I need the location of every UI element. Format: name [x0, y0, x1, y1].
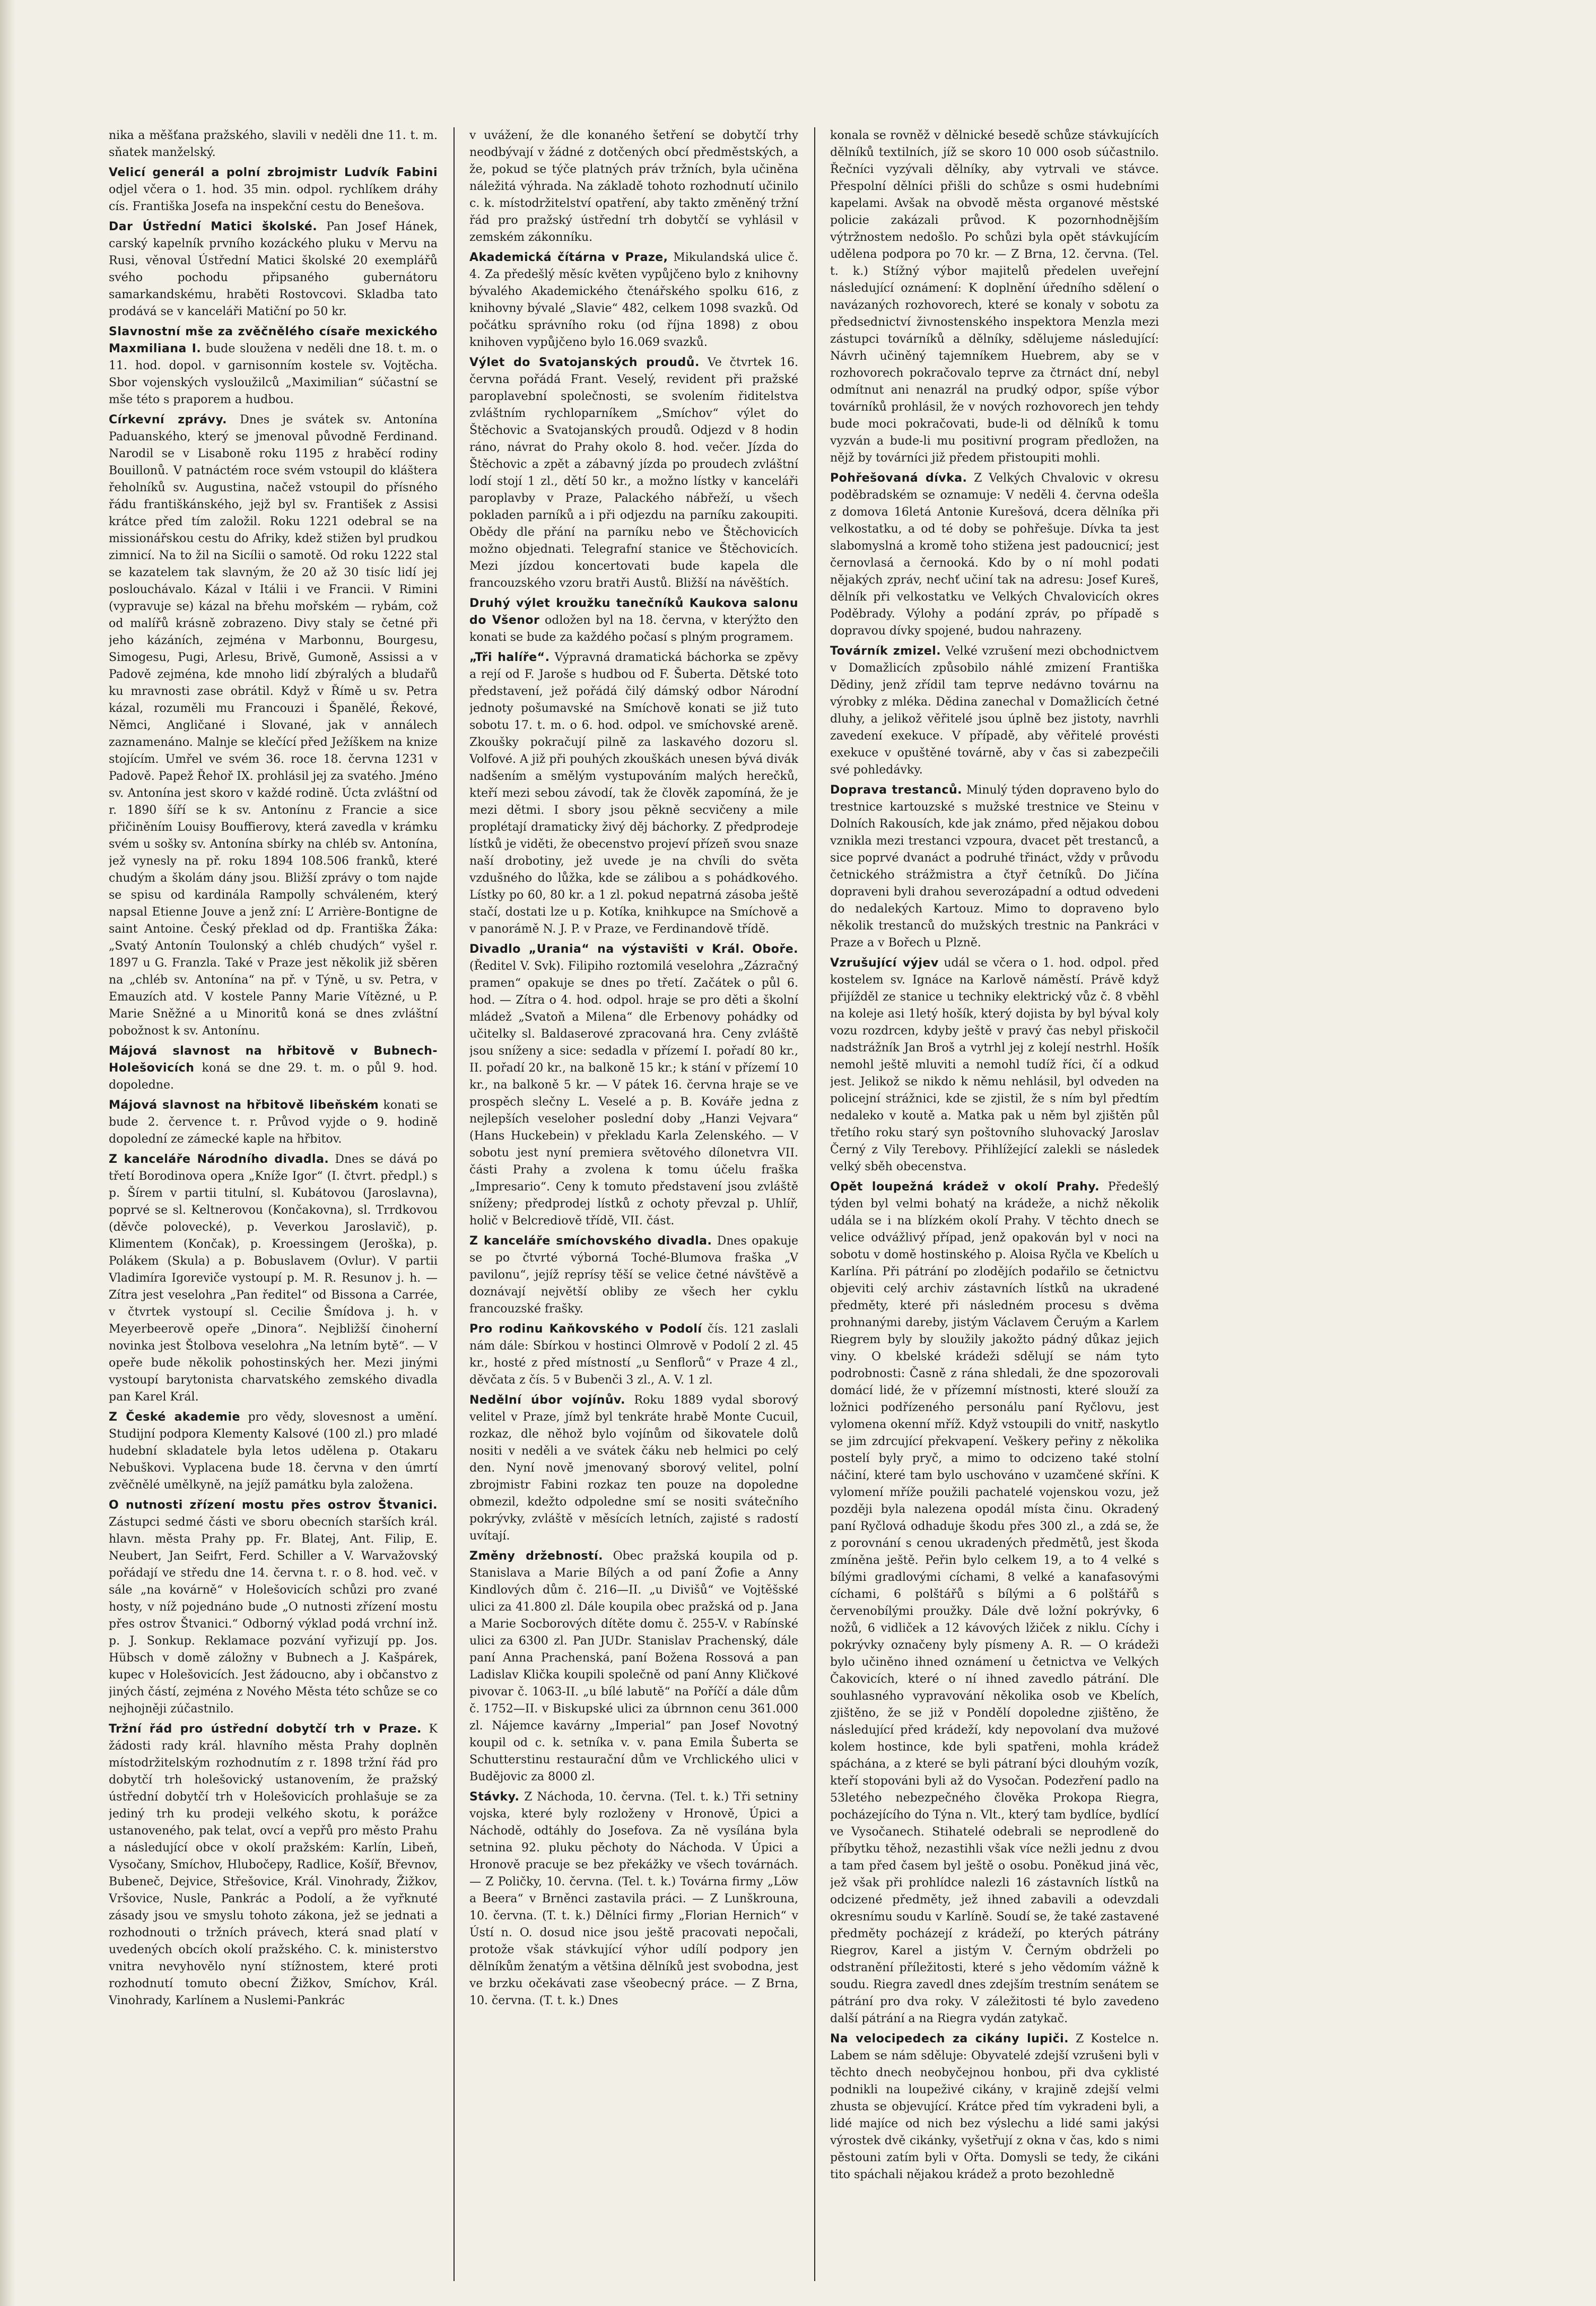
article-heading: Nedělní úbor vojínův. [469, 1394, 625, 1407]
article [830, 127, 1159, 467]
article-heading: Doprava trestanců. [830, 784, 962, 797]
article-text: pro vědy, slovesnost a umění. Studijní podpora Klementy Kalsové (100 zl.) pro mladé hudební skladatele byla letos udělena p. Otakaru Nebuškovi. Vyplacena bude 18. června v den úmrtí zvěčnělé umělkyně, na jejíž památku byla založena. [109, 1411, 438, 1492]
article [469, 595, 798, 646]
article-heading: Májová slavnost na hřbitově v Bubnech-Holešovicích [109, 1045, 438, 1075]
article-heading: Akademická čítárna v Praze, [469, 251, 668, 264]
article [830, 782, 1159, 952]
article [109, 1097, 438, 1148]
article-text: Ve čtvrtek 16. června pořádá Frant. Veselý, revident při pražské paroplavební společnosti, se svolením řiditelstva zvláštním rychloparníkem „Smíchov“ výlet do Štěchovic a Svatojanských proudů. Odjezd v 8 hodin ráno, návrat do Prahy okolo 8. hod. večer. Jízda do Štěchovic a zpět a zábavný jízda po proudech zvláštní lodí stojí 1 zl., dětí 50 kr., a možno lístky v kanceláři paroplavby v Praze, Palackého nábřeží, u všech pokladen parníků a i při odjezdu na parníku zakoupiti. Obědy dle přání na parníku nebo ve Štěchovicích možno objednati. Telegrafní stanice ve Štěchovicích. Mezi jízdou koncertovati bude kapela dle francouzského vzoru bratři Austů. Bližší na návěštích. [469, 356, 798, 590]
article [469, 1392, 798, 1545]
article [109, 164, 438, 215]
article [109, 219, 438, 320]
article-text: odjel včera o 1. hod. 35 min. odpol. rychlíkem dráhy cís. Františka Josefa na inspekční cestu do Benešova. [109, 183, 438, 213]
article-text: odložen byl na 18. června, v kterýžto den konati se bude za každého počasí s plným programem. [469, 614, 798, 644]
article-text: Zástupci sedmé části ve sboru obecních starších král. hlavn. města Prahy pp. Fr. Blatej, Ant. Filip, E. Neubert, Jan Seifrt, Ferd. Schiller a V. Warvažovský pořádají ve středu dne 14. června t. r. o 8. hod. več. v sále „na kovárně“ v Holešovicích schůzi pro zvané hosty, v níž pojednáno bude „O nutnosti zřízení mostu přes ostrov Štvanici.“ Odborný výklad podá vrchní inž. p. J. Sonkup. Reklamace pozvání vyřizují pp. Jos. Hübsch v domě záložny v Bubnech a J. Kašpárek, kupec v Holešovicích. Jest žádoucno, aby i občanstvo z jiných částí, zejména z Nového Města této schůze se co nejhojněji zúčastnilo. [109, 1516, 438, 1716]
article-heading: Pohřešovaná dívka. [830, 472, 967, 485]
article-text: koná se dne 29. t. m. o půl 9. hod. dopoledne. [109, 1061, 438, 1092]
article [469, 1548, 798, 1786]
article-text: Roku 1889 vydal sborový velitel v Praze, jímž byl tenkráte hrabě Monte Cucuil, rozkaz, dle něhož bylo vojínům od šikovatele dolů nositi v neděli a ve svátek čáku neb helmici po celý den. Nyní nově jmenovaný sborový velitel, polní zbrojmistr Fabini rozkaz ten pouze na dopoledne obmezil, kdežto odpoledne smí se nositi svátečního pokrývky, zvláště v měsících letních, zajisté s radostí uvítají. [469, 1394, 798, 1543]
article [469, 1233, 798, 1318]
article-text: Dnes opakuje se po čtvrté výborná Toché-Blumova fraška „V pavilonu“, jejíž reprísy těší se velice četné návštěvě a doznávají největší obliby ze všech her cyklu francouzské frašky. [469, 1234, 798, 1316]
article-text: Obec pražská koupila od p. Stanislava a Marie Bílých a od paní Žofie a Anny Kindlových dům č. 216—II. „u Divišů“ ve Vojtěšské ulici za 41.800 zl. Dále koupila obec pražská od p. Jana a Marie Socborových dítěte domu č. 255-V. v Rabínské ulici za 6300 zl. Pan JUDr. Stanislav Prachenský, dále paní Anna Prachenská, paní Božena Rossová a pan Ladislav Klička koupili společně od paní Anny Kličkové pivovar č. 1063-II. „u bílé labutě“ na Poříčí a dále dům č. 1752—II. v Biskupské ulici za úbrnnon cenu 361.000 zl. Nájemce kavárny „Imperial“ pan Josef Novotný koupil od c. k. setníka v. v. pana Emila Šuberta se Schutterstinu restaurační dům ve Vrchlického ulici v Budějovic za 8000 zl. [469, 1550, 798, 1783]
article-text: Velké vzrušení mezi obchodnictvem v Domažlicích způsobilo náhlé zmizení Františka Dědiny, jenž zřídil tam teprve nedávno továrnu na výrobky z mléka. Dědina zanechal v Domažlicích četné dluhy, a jelikož věřitelé jsou úplně bez jistoty, navrhli zavedení exekuce. V případě, aby věřitelé provésti exekuce v opuštěné továrně, aby v čas si zabezpečili své pohledávky. [830, 645, 1159, 777]
column-divider-2 [814, 127, 815, 2281]
article-text: čís. 121 zaslali nám dále: Sbírkou v hostinci Olmrově v Podolí 2 zl. 45 kr., hosté z před místností „u Senflorů“ v Praze 4 zl., děvčata z čís. 5 v Bubenči 3 zl., A. V. 1 zl. [469, 1322, 798, 1387]
article [109, 324, 438, 408]
article [469, 941, 798, 1230]
article-heading: Výlet do Svatojanských proudů. [469, 356, 700, 369]
column-2 [469, 127, 798, 2281]
article-heading: Změny držebností. [469, 1550, 603, 1563]
article-heading: Divadlo „Urania“ na výstavišti v Král. Oboře. [469, 943, 798, 956]
article [830, 2031, 1159, 2183]
article-text: Dnes je svátek sv. Antonína Paduanského, který se jmenoval původně Ferdinand. Narodil se v Lisaboně roku 1195 z hraběcí rodiny Bouillonů. V patnáctém roce svém vstoupil do kláštera řeholníků sv. Augustina, načež vstoupil do přísného řádu františkánského, jejž byl sv. František z Assisi krátce před tím založil. Roku 1221 odebral se na missionářskou cestu do Afriky, kdež stižen byl prudkou zimnicí. Na to žil na Sicílii o samotě. Od roku 1222 stal se kazatelem tak slavným, že 20 až 30 tisíc lidí jej poslouchávalo. Kázal v Itálii i ve Francii. V Rimini (vypravuje se) kázal na břehu mořském — rybám, což od malířů krásně zobrazeno. Divy staly se četné při jeho kázáních, zejména v Marbonnu, Bourgesu, Simogesu, Pugi, Arlesu, Brivě, Gumoně, Assissi a v Padově zejména, kde mnoho lidí zbýralých a bludařů ku mravnosti zase obrátil. Když v Římě u sv. Petra kázal, rozuměli mu Francouzi i Španělé, Řekové, Němci, Angličané i Slované, jak v annálech zaznamenáno. Malnje se klečící před Ježíškem na knize stojícím. Umřel ve svém 36. roce 18. června 1231 v Padově. Papež Řehoř IX. prohlásil jej za svatého. Jméno sv. Antonína jest skoro v každé rodině. Úcta zvláštní od r. 1890 šíří se k sv. Antonínu z Francie a sice přičiněním Louisy Bouffierovy, která zavedla v krámku svém u sošky sv. Antonína sbírky na chléb sv. Antonína, jež vynesly na př. roku 1894 108.506 franků, které chudým a školám dány jsou. Bližší zprávy o tom najde se spisu od kardinála Rampolly schváleném, který napsal Etienne Jouve a jenž zní: L’ Arrière-Bontigne de saint Antoine. Český překlad od dp. Františka Žáka: „Svatý Antonín Toulonský a chléb chudých“ vyšel r. 1897 u G. Franzla. Také v Praze jest několik již sběren na „chléb sv. Antonína“ na př. v Týně, u sv. Petra, v Emauzích atd. V kostele Panny Marie Vítězné, u P. Marie Sněžné a u Minoritů koná se dnes zvláštní pobožnost k sv. Antonínu. [109, 413, 438, 1038]
article [469, 354, 798, 592]
article-heading: Opět loupežná krádež v okolí Prahy. [830, 1180, 1100, 1194]
article-text: Předešlý týden byl velmi bohatý na krádeže, a nichž několik udála se i na blízkém okolí Prahy. V těchto dnech se velice odvážlivý případ, jenž opakován byl v noci na sobotu v domě hostinského p. Aloisa Ryčla ve Kbelích u Karlína. Při pátrání po zlodějích podařilo se četnictvu objeviti celý archiv zástavních lístků na ukradené předměty, které při následném procesu s dvěma prohnanými dareby, jistým Václavem Čeruým a Karlem Riegrem byly by sloužily jakožto pádný důkaz jejich viny. O kbelské krádeži sdělují se nám tyto podrobnosti: Časně z rána shledali, že dne spozorovali domácí lidé, že v přízemní místnosti, které slouží za ložnici podřízeného personálu paní Ryčlovu, jest vylomena okenní mříž. Když vstoupili do vnitř, naskytlo se jim zdrcující překvapení. Veškery peřiny z několika postelí byly pryč, a mimo to odcizeno také stolní náčiní, které tam bylo uschováno v uzamčené skříni. K vylomení mříže použili pachatelé vojenskou vozu, jež později byla nalezena opodál místa činu. Okradený paní Ryčlová odhaduje škodu přes 300 zl., a zdá se, že z porovnání s cenou ukradených předmětů, jest škoda zmíněna ještě. Peřin bylo celkem 19, a to 4 velké s bílými gradlovými cíchami, 8 velké a kanafasovými cíchami, 6 polštářů s bílými a 6 polštářů s červenobílými proužky. Dále dvě ložní pokrývky, 6 nožů, 6 vidliček a 12 kávových lžiček z niklu. Cíchy i pokrývky označeny byly písmeny A. R. — O krádeži bylo učiněno ihned oznámení u četnictva ve Velkých Čakovicích, které o ní ihned zavedlo pátrání. Dle souhlasného vypravování několika osob ve Kbelích, zjištěno, že se již v Pondělí dopoledne zjištěno, že následující před krádeží, kdy nepovolaní dva mužové kolem hostince, kde byli spatřeni, mohla krádež spáchána, a z které se byli pátraní býci dlouhým vozík, kteří stopováni byli až do Vysočan. Podezření padlo na 53letého nebezpečného člověka Prokopa Riegra, pocházejícího do Týna n. Vlt., který tam bydlíce, bydlící ve Vysočanech. Stihatelé odebrali se neprodleně do příbytku těhož, nezastihli však více nežli jednu z dvou a tam před časem byl ještě o osobu. Poněkud jiná věc, jež však při prohlídce nalezli 16 zástavních lístků na odcizené předměty, jež ihned zabavili a odevzdali okresnímu soudu v Karlíně. Soudí se, že také zastavené předměty pocházejí z krádeží, po kterých pátrány Riegrov, Karel a jistým V. Černým obdrželi po odstranění příležitosti, které s jeho vědomím vážně k soudu. Riegra zavedl dnes zdejším trestním senátem se pátrání pro dva roky. V záležitosti té bylo zavedeno další pátrání a na Riegra vydán zatykač. [830, 1180, 1159, 2025]
article-heading: Z České akademie [109, 1411, 240, 1424]
article-heading: Vzrušující výjev [830, 956, 939, 970]
article [109, 1721, 438, 2009]
article-heading: Májová slavnost na hřbitově libeňském [109, 1099, 379, 1112]
article-heading: Druhý výlet kroužku tanečníků Kaukova salonu do Všenor [469, 597, 798, 627]
article [830, 955, 1159, 1176]
column-divider-1 [453, 127, 455, 2281]
article [469, 1321, 798, 1389]
article-text: udál se včera o 1. hod. odpol. před kostelem sv. Ignáce na Karlově náměstí. Právě když přijížděl ze stanice u techniky elektrický vůz č. 8 vběhl na koleje asi 1letý hošík, který dojista by byl býval koly vozu rozdrcen, kdyby ještě v pravý čas nebyl přiskočil nadstrážník Jan Broš a vytrhl jej z kolejí nestrhl. Hošík nemohl ještě mluviti a nemohl tudíž říci, čí a odkud jest. Jelikož se nikdo k němu nehlásil, byl odveden na policejní strážnici, kde se zjistil, že s ním byl předtím nedaleko v koutě a. Matka pak u něm byl zjištěn půl třetího roku starý syn poštovního sluhovacký Jaroslav Černý z Vily Terebovy. Přihlížející zalekli se následek velký sběh obecenstva. [830, 956, 1159, 1173]
article [469, 649, 798, 938]
article-text: konati se bude 2. července t. r. Průvod vyjde o 9. hodině dopolední ze zámecké kaple na hřbitov. [109, 1099, 438, 1146]
article-text: K žádosti rady král. hlavního města Prahy doplněn místodržitelským rozhodnutím z r. 1898 tržní řád pro dobytčí trh holešovický ustanovením, že pražský ústřední dobytčí trh v Holešovicích prohlašuje se za jediný trh ku prodeji velkého skotu, k porážce ustanoveného, pak telat, ovcí a vepřů pro město Prahu a následující obce v okolí pražském: Karlín, Libeň, Vysočany, Smíchov, Hlubočepy, Radlice, Košíř, Břevnov, Bubeneč, Dejvice, Střešovice, Král. Vinohrady, Žižkov, Vršovice, Nusle, Pankrác a Podolí, a že vyřknuté zásady jsou ve smyslu tohoto zákona, jež se jednati a rozhodnouti o tržních právech, která snad platí v uvedených obcích okolí pražského. C. k. ministerstvo vnitra nevyhovělo nyní stížnostem, které proti rozhodnutí tomuto obecní Žižkov, Smíchov, Král. Vinohrady, Karlínem a Nuslemi-Pankrác [109, 1722, 438, 2007]
article-heading: Pro rodinu Kaňkovského v Podolí [469, 1322, 702, 1336]
newspaper-page [109, 127, 1583, 2281]
article [469, 127, 798, 246]
article-heading: O nutnosti zřízení mostu přes ostrov Štvanici. [109, 1499, 438, 1512]
article-heading: Z kanceláře Národního divadla. [109, 1153, 329, 1166]
article-text: konala se rovněž v dělnické besedě schůze stávkujících dělníků textilních, jíž se skoro 10 000 osob súčastnilo. Řečníci vyzývali dělníky, aby vytrvali ve stávce. Přespolní dělníci přišli do schůze s osmi hudebními kapelami. Avšak na obvodě města organové městské policie zakázali průvod. K pozornhodnějším výtržnostem nedošlo. Po schůzi byla opět stávkujícím udělena podpora po 70 kr. — Z Brna, 12. června. (Tel. t. k.) Stížný výbor majitelů předelen uveřejní následující oznámení: K doplnění úředního sdělení o navázaných rozhovorech, které se konaly v sobotu za předsednictví živnostenského inspektora Menzla mezi zástupci továrníků a dělníky, sdělujeme následující: Návrh učiněný tajemníkem Huebrem, aby se v rozhovorech pokračovalo teprve za čtrnáct dní, nebyl odmítnut ani nenazrál na prudký odpor, spíše výbor továrníků prohlásil, že v nových rozhovorech jen tehdy bude moci pokračovati, bude-li od dělníků k tomu vyzván a bude-li mu positivní program předložen, na nějž by továrníci již předem přistoupiti mohli. [830, 129, 1159, 465]
article-text: v uvážení, že dle konaného šetření se dobytčí trhy neodbývají v žádné z dotčených obcí předměstských, a že, pokud se týče platných práv tržních, byla učiněna náležitá výhrada. Na základě tohoto rozhodnutí učinilo c. k. místodržitelství opatření, aby takto změněný tržní řád pro pražský ústřední trh dobytčí se vyhlásil v zemském zákonníku. [469, 129, 798, 244]
article-heading: Z kanceláře smíchovského divadla. [469, 1234, 712, 1248]
column-3 [830, 127, 1159, 2281]
article [109, 412, 438, 1040]
article-heading: Stávky. [469, 1790, 520, 1804]
article [109, 1409, 438, 1494]
article-heading: Církevní zprávy. [109, 413, 228, 427]
article [109, 1497, 438, 1718]
article-text: nika a měšťana pražského, slavili v neděli dne 11. t. m. sňatek manželský. [109, 129, 438, 159]
article-heading: Továrník zmizel. [830, 645, 941, 658]
article-text: Minulý týden dopraveno bylo do trestnice kartouzské s mužské trestnice ve Steinu v Dolních Rakousích, kde jak známo, před nějakou dobou vznikla mezi trestanci vzpoura, dvacet pět trestanců, a sice poprvé dvanáct a podruhé třináct, vždy v průvodu četnického strážmistra a čtyř četníků. Do Jičína dopraveni byli drahou severozápadní a odtud odvedeni do nedalekých Kartouz. Mimo to dopraveno bylo několik trestanců do mužských trestnic na Pankráci v Praze a v Bořech u Plzně. [830, 784, 1159, 950]
article-text: Výpravná dramatická báchorka se zpěvy a rejí od F. Jaroše s hudbou od F. Šuberta. Dětské toto představení, jež pořádá čilý dámský odbor Národní jednoty pošumavské na Smíchově konati se již tuto sobotu 17. t. m. o 6. hod. odpol. ve smíchovské areně. Zkoušky pokračují pilně za laskavého dozoru sl. Volfové. A již při pouhých zkouškách unesen bývá divák nadšením a smělým vystupováním malých herečků, kteří mezi sebou závodí, tak že člověk zapomíná, že je mezi dětmi. I sbory jsou pěkně secvičeny a mile proplétají dramaticky živý děj báchorky. Z předprodeje lístků je viděti, že obecenstvo projeví přízeň svou snaze naší drobotiny, jež uvede je na chvíli do světa vzdušného do lůžka, kde se zálibou a s pohádkového. Lístky po 60, 80 kr. a 1 zl. pokud nepatrná zásoba ještě stačí, dostati lze u p. Kotíka, knihkupce na Smíchově a v panorámě N. J. P. v Praze, ve Ferdinandově třídě. [469, 651, 798, 936]
article [830, 643, 1159, 779]
article [109, 1151, 438, 1406]
article-text: Z Velkých Chvalovic v okresu poděbradském se oznamuje: V neděli 4. června odešla z domova 16letá Antonie Kurešová, dcera dělníka při velkostatku, a od té doby se pohřešuje. Dívka ta jest slabomyslná a kromě toho stižena jest padoucnicí; jest černovlasá a černooká. Kdo by o ní mohl podati nějakých zpráv, nechť učiní tak na adresu: Josef Kureš, dělník při velkostatku ve Velkých Chvalovicích okres Poděbrady. Výlohy a podání zpráv, po případě s dopravou dívky spojené, budou nahrazeny. [830, 472, 1159, 638]
article [109, 127, 438, 161]
article-heading: Tržní řád pro ústřední dobytčí trh v Praze. [109, 1722, 422, 1736]
article-text: (Ředitel V. Svk). Filipiho roztomilá veselohra „Zázračný pramen“ opakuje se dnes po třetí. Začátek o půl 6. hod. — Zítra o 4. hod. odpol. hraje se pro děti a školní mládež „Svatoň a Milena“ dle Erbenovy pohádky od učitelky sl. Baldaserové zpracovaná hra. Ceny zvláště jsou sníženy a sice: sedadla v přízemí I. pořadí 80 kr., II. pořadí 20 kr., na balkoně 15 kr.; k stání v přízemí 10 kr., na balkoně 5 kr. — V pátek 16. června hraje se ve prospěch slečny L. Veselé a p. B. Kováře jedna z nejlepších veseloher poslední doby „Hanzi Vejvara“ (Hans Huckebein) v překladu Karla Zelenského. — V sobotu jest nyní premiera světového dílonetvra VII. části Prahy a zvolena k tomu účelu fraška „Impresario“. Ceny k tomuto představení jsou zvláště sníženy; předprodej lístků z ochoty převzal p. Uhlíř, holič v Belcrediově třídě, VII. část. [469, 960, 798, 1228]
article-heading: Slavnostní mše za zvěčnělého císaře mexického Maxmiliana I. [109, 325, 438, 355]
article-text: Pan Josef Hánek, carský kapelník prvního kozáckého pluku v Mervu na Rusi, věnoval Ústřední Matici školské 20 exemplářů svého pochodu připsaného gubernátoru samarkandskému, hraběti Rostovcovi. Skladba tato prodává se v kanceláři Matiční po 50 kr. [109, 220, 438, 318]
article-text: Z Náchoda, 10. června. (Tel. t. k.) Tři setniny vojska, které byly rozloženy v Hronově, Úpici a Náchodě, odtáhly do Josefova. Za ně vysílána byla setnina 92. pluku pěchoty do Náchoda. V Úpici a Hronově pracuje se bez překážky ve všech továrnách. — Z Poličky, 10. června. (Tel. t. k.) Továrna firmy „Löw a Beera“ v Brněnci zastavila práci. — Z Lunškrouna, 10. června. (T. t. k.) Dělníci firmy „Florian Hernich“ v Ústí n. O. dosud nice jsou ještě pracovati nepočali, protože však stávkující výhor udílí podpory jen dělníkům ženatým a většina dělníků jest svobodna, jest ve brzku očekávati zase všeobecný práce. — Z Brna, 10. června. (T. t. k.) Dnes [469, 1790, 798, 2007]
column-1 [109, 127, 438, 2281]
article-text: Dnes se dává po třetí Borodinova opera „Kníže Igor“ (I. čtvrt. předpl.) s p. Šírem v partii titulní, sl. Kubátovou (Jaroslavna), poprvé se sl. Keltnerovou (Končakovna), sl. Trrdkovou (děvče polovecké), p. Veverkou Jaroslavič), p. Klimentem (Končak), p. Kroessingem (Jeroška), p. Polákem (Skula) a p. Bobuslavem (Ovlur). V partii Vladimíra Igoreviče vystoupí p. M. R. Resunov j. h. — Zítra jest veselohra „Pan ředitel“ od Bissona a Carrée, v čtvrtek vystoupí sl. Cecilie Šmídova j. h. v Meyerbeerově opeře „Dinora“. Nejbližší činoherní novinka jest Štolbova veselohra „Na letním bytě“. — V opeře bude několik pohostinských her. Mezi jinými vystoupí barytonista charvatského zemského divadla pan Karel Král. [109, 1153, 438, 1404]
article [109, 1043, 438, 1094]
article [830, 1179, 1159, 2027]
article-heading: Velicí generál a polní zbrojmistr Ludvík Fabini [109, 166, 438, 179]
article-text: bude sloužena v neděli dne 18. t. m. o 11. hod. dopol. v garnisonním kostele sv. Vojtěcha. Sbor vojenských vysloužilců „Maximilian“ súčastní se mše této s praporem a hudbou. [109, 342, 438, 406]
article-text: Z Kostelce n. Labem se nám sděluje: Obyvatelé zdejší vzrušeni byli v těchto dnech neobyčejnou honbou, při dva cyklisté podnikli na loupeživé cikány, v krajině zdejší velmi zhusta se objevující. Krátce před tím vykradeni byli, a lidé majíce od nich bez výslechu a lidé sami jakýsi výrostek dvě cikánky, vyšetřují z okna v čas, kdo s nimi pěstouni zatím byli v Ořta. Domysli se tedy, že cikáni tito spáchali nějakou krádež a proto bezohledně [830, 2032, 1159, 2181]
article-text: Mikulandská ulice č. 4. Za předešlý měsíc květen vypůjčeno bylo z knihovny bývalého Akademického čtenářského spolku 616, z knihovny bývalé „Slavie“ 482, celkem 1098 svazků. Od počátku správního roku (od října 1898) z obou knihoven vypůjčeno bylo 16.069 svazků. [469, 251, 798, 349]
article [469, 249, 798, 351]
page-spine-shadow [0, 0, 15, 2306]
article-heading: „Tři halíře“. [469, 651, 550, 664]
article [830, 470, 1159, 640]
article-heading: Dar Ústřední Matici školské. [109, 220, 318, 233]
article-heading: Na velocipedech za cikány lupiči. [830, 2032, 1069, 2046]
article [469, 1789, 798, 2009]
